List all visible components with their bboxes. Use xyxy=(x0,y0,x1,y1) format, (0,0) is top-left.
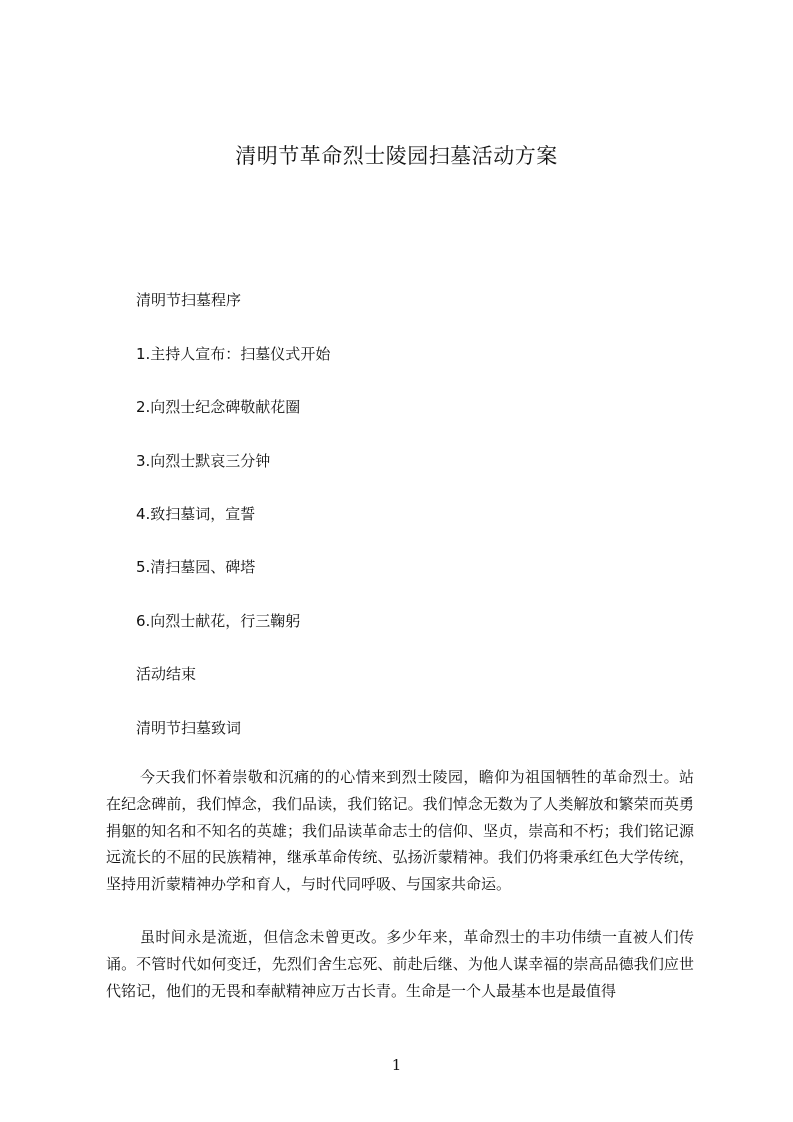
program-step-6: 6.向烈士献花，行三鞠躬 xyxy=(136,612,301,630)
page-number: 1 xyxy=(391,1056,402,1074)
speech-paragraph-2: 虽时间永是流逝，但信念未曾更改。多少年来，革命烈士的丰功伟绩一直被人们传诵。不管时代如何变迁，先烈们舍生忘死、前赴后继、为他人谋幸福的崇高品德我们应世代铭记，他们的无畏和奉献精神应万古长青。生命是一个人最基本也是最值得 xyxy=(106,928,694,1000)
speech-heading: 清明节扫墓致词 xyxy=(136,719,242,737)
program-step-2: 2.向烈士纪念碑敬献花圈 xyxy=(136,398,301,416)
document-title: 清明节革命烈士陵园扫墓活动方案 xyxy=(235,144,558,168)
program-step-3: 3.向烈士默哀三分钟 xyxy=(136,452,271,470)
program-heading: 清明节扫墓程序 xyxy=(136,291,242,309)
end-line: 活动结束 xyxy=(136,665,197,683)
speech-paragraph-1: 今天我们怀着崇敬和沉痛的的心情来到烈士陵园，瞻仰为祖国牺牲的革命烈士。站在纪念碑前，我们悼念，我们品读，我们铭记。我们悼念无数为了人类解放和繁荣而英勇捐躯的知名和不知名的英雄；我们品读革命志士的信仰、坚贞，崇高和不朽；我们铭记源远流长的不屈的民族精神，继承革命传统、弘扬沂蒙精神。我们仍将秉承红色大学传统，坚持用沂蒙精神办学和育人，与时代同呼吸、与国家共命运。 xyxy=(106,768,694,894)
program-step-1: 1.主持人宣布：扫墓仪式开始 xyxy=(136,345,331,363)
program-step-4: 4.致扫墓词，宣誓 xyxy=(136,505,256,523)
program-step-5: 5.清扫墓园、碑塔 xyxy=(136,558,256,576)
